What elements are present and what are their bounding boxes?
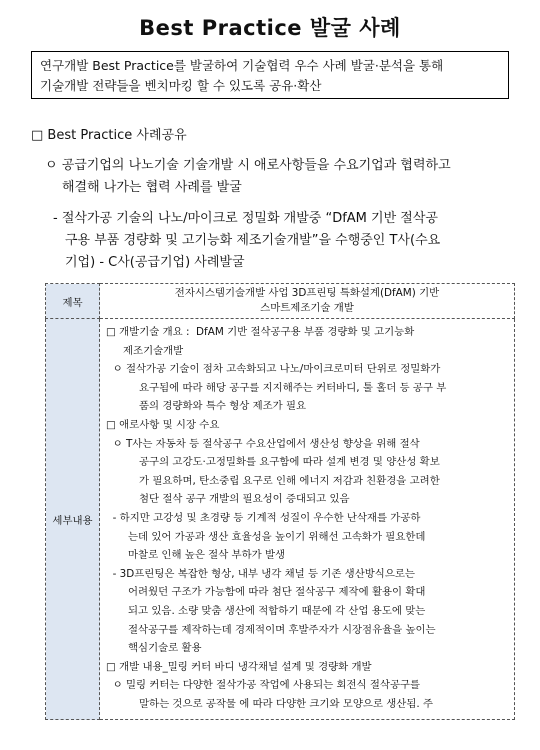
table-row-title (46, 284, 515, 319)
detail-line: 공구의 고강도·고정밀화를 요구함에 따라 설계 변경 및 양산성 확보 (139, 456, 440, 469)
detail-line: ㅇ T사는 자동차 등 절삭공구 수요산업에서 생산성 향상을 위해 절삭 (106, 437, 420, 450)
details-label: 세부내용 (46, 319, 100, 720)
page-title: Best Practice 발굴 사례 (139, 16, 401, 40)
detail-line: 마찰로 인해 높은 절삭 부하가 발생 (128, 549, 286, 562)
title-label: 제목 (46, 284, 100, 319)
detail-line: ㅇ 밀링 커터는 다양한 절삭가공 작업에 사용되는 회전식 절삭공구를 (106, 679, 421, 692)
details-cell (100, 319, 515, 720)
detail-line: 품의 경량화와 특수 형상 제조가 필요 (139, 400, 307, 413)
detail-line: 첨단 절삭 공구 개발의 필요성이 증대되고 있음 (139, 493, 350, 506)
summary-line: 기술개발 전략들을 벤치마킹 할 수 있도록 공유·확산 (40, 78, 322, 93)
detail-line: 요구됨에 따라 해당 공구를 지지해주는 커터바디, 툴 홀더 등 공구 부 (139, 381, 447, 394)
detail-line: ㅇ 절삭가공 기술이 점차 고속화되고 나노/마이크로미터 단위로 정밀화가 (106, 363, 441, 376)
sub-bullet-line: 기업) - C사(공급기업) 사례발굴 (65, 255, 245, 270)
summary-box (31, 51, 509, 99)
detail-line: 되고 있음. 소량 맞춤 생산에 적합하기 때문에 각 산업 용도에 맞는 (128, 604, 426, 617)
bullet-line: 해결해 나가는 협력 사례를 발굴 (62, 180, 242, 195)
detail-line: - 하지만 고강성 및 초경량 등 기계적 성질이 우수한 난삭재를 가공하 (106, 511, 421, 524)
title-cell-line: 스마트제조기술 개발 (260, 302, 354, 314)
title-cell (100, 284, 515, 319)
sub-bullet-line: - 절삭가공 기술의 나노/마이크로 정밀화 개발중 “DfAM 기반 절삭공 (53, 211, 438, 226)
section-heading: □ Best Practice 사례공유 (31, 128, 187, 143)
detail-line: 절삭공구를 제작하는데 경제적이며 후발주자가 시장점유율을 높이는 (128, 623, 436, 636)
detail-line: 어려웠던 구조가 가능함에 따라 첨단 절삭공구 제작에 활용이 확대 (128, 586, 426, 599)
detail-line: □ 개발기술 개요 : DfAM 기반 절삭공구용 부품 경량화 및 고기능화 (106, 326, 415, 338)
detail-line: □ 애로사항 및 시장 수요 (106, 418, 220, 431)
detail-line: 핵심기술로 활용 (128, 642, 202, 655)
detail-line: 가 필요하며, 탄소중립 요구로 인해 에너지 저감과 친환경을 고려한 (139, 474, 440, 487)
detail-line: 말하는 것으로 공작물 에 따라 다양한 크기와 모양으로 생산됨. 주 (139, 697, 433, 710)
title-cell-line: 전자시스템기술개발 사업 3D프린팅 특화설계(DfAM) 기반 (174, 287, 440, 299)
table-row-details (46, 319, 515, 720)
bullet-line: ㅇ 공급기업의 나노기술 기술개발 시 애로사항들을 수요기업과 협력하고 (45, 158, 451, 173)
case-table (45, 283, 515, 720)
detail-line: 는데 있어 가공과 생산 효율성을 높이기 위해선 고속화가 필요한데 (128, 530, 426, 543)
sub-bullet-line: 구용 부품 경량화 및 고기능화 제조기술개발”을 수행중인 T사(수요 (65, 233, 441, 248)
detail-line: - 3D프린팅은 복잡한 형상, 내부 냉각 채널 등 기존 생산방식으로는 (106, 567, 415, 580)
detail-line: □ 개발 내용_밀링 커터 바디 냉각채널 설계 및 경량화 개발 (106, 660, 372, 673)
detail-line: 제조기술개발 (123, 344, 184, 357)
summary-line: 연구개발 Best Practice를 발굴하여 기술협력 우수 사례 발굴·분석을 통해 (40, 58, 444, 73)
